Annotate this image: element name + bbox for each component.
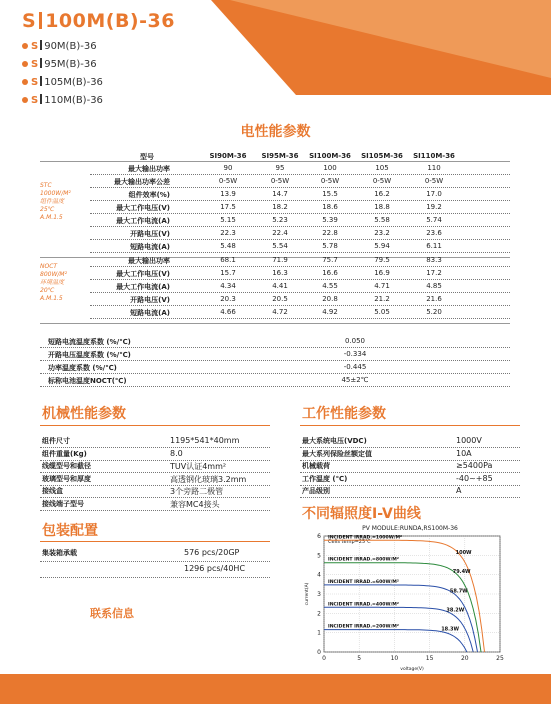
- row-label: 短路电流(A): [130, 309, 170, 317]
- packing-value: 1296 pcs/40HC: [184, 564, 246, 573]
- y-tick-label: 4: [317, 571, 321, 579]
- row-divider: [40, 561, 270, 562]
- table-cell: 22.8: [322, 229, 338, 237]
- x-tick-label: 15: [425, 655, 434, 662]
- table-cell: 18.6: [322, 203, 338, 211]
- table-cell: 22.4: [272, 229, 288, 237]
- chart-annotation: Cells temp=25℃: [328, 539, 371, 545]
- condition-line: 800W/M²: [40, 271, 67, 278]
- table-cell: 5.48: [220, 242, 236, 250]
- working-title: 工作性能参数: [302, 406, 386, 422]
- row-label: 开路电压(V): [130, 296, 170, 304]
- row-divider: [40, 360, 510, 361]
- row-label: 线缆型号和截径: [42, 462, 91, 470]
- bullet-icon: [22, 79, 28, 85]
- row-label: 最大输出功率: [128, 257, 170, 265]
- table-divider: [40, 323, 510, 324]
- table-cell: 20.8: [322, 295, 338, 303]
- noct-condition: [40, 263, 67, 303]
- iv-chart: [300, 522, 520, 674]
- column-header: SⅠ95M-36: [261, 152, 299, 160]
- row-label: 最大工作电流(A): [116, 283, 170, 291]
- table-cell: 17.2: [426, 269, 442, 277]
- row-label: 组件效率(%): [128, 191, 170, 199]
- column-header: SⅠ105M-36: [361, 152, 403, 160]
- table-cell: 4.34: [220, 282, 236, 290]
- row-divider: [300, 497, 520, 498]
- table-cell: 22.3: [220, 229, 236, 237]
- y-tick-label: 3: [317, 591, 321, 598]
- table-cell: 0.050: [344, 337, 366, 345]
- condition-line: NOCT: [40, 263, 58, 270]
- table-cell: 20.5: [272, 295, 288, 303]
- table-cell: 4.41: [272, 282, 288, 290]
- table-cell: 23.6: [426, 229, 442, 237]
- table-cell: 16.9: [374, 269, 390, 277]
- table-cell: 兼容MC4接头: [170, 499, 220, 509]
- table-cell: 1195*541*40mm: [170, 436, 240, 445]
- condition-line: A.M.1.5: [40, 295, 63, 302]
- table-cell: 79.5: [374, 256, 390, 264]
- table-cell: 0-5W: [270, 177, 290, 185]
- row-divider: [90, 252, 510, 253]
- packing-title: 包装配置: [42, 523, 98, 539]
- table-cell: 0-5W: [320, 177, 340, 185]
- row-divider: [90, 226, 510, 227]
- row-label: 短路电流(A): [130, 243, 170, 251]
- table-cell: 5.20: [426, 308, 442, 316]
- row-divider: [90, 200, 510, 201]
- y-tick-label: 2: [317, 610, 321, 618]
- table-cell: TUV认证4mm²: [170, 462, 227, 471]
- table-cell: 17.0: [426, 190, 442, 198]
- electrical-title: 电性能参数: [240, 124, 311, 140]
- series-label: INCIDENT IRRAD.=200W/M²: [328, 624, 399, 630]
- stc-condition: [40, 182, 71, 222]
- y-tick-label: 0: [317, 649, 321, 656]
- packing-underline: [40, 541, 270, 542]
- row-label: 最大输出功率公差: [114, 178, 170, 186]
- packing-label: 集装箱承载: [42, 549, 77, 557]
- series-label: INCIDENT IRRAD.=800W/M²: [328, 557, 399, 563]
- row-divider: [40, 577, 270, 578]
- power-label: 38.2W: [446, 607, 465, 614]
- table-cell: 3个旁路二极管: [170, 487, 224, 496]
- row-label: 最大输出功率: [128, 165, 170, 173]
- row-divider: [90, 305, 510, 306]
- row-label: 标称电池温度NOCT(℃): [48, 377, 127, 385]
- row-label: 最大工作电流(A): [116, 217, 170, 225]
- row-divider: [90, 318, 510, 319]
- y-tick-label: 5: [317, 552, 321, 560]
- row-divider: [90, 187, 510, 188]
- table-cell: 15.5: [322, 190, 338, 198]
- mechanical-title: 机械性能参数: [42, 406, 126, 422]
- power-label: 100W: [455, 549, 472, 556]
- row-label: 工作温度 (℃): [302, 474, 348, 483]
- model-title: S 100M(B)-36: [22, 10, 175, 32]
- table-cell: 21.6: [426, 295, 442, 303]
- table-cell: 5.23: [272, 216, 288, 224]
- contact-label: 联系信息: [90, 607, 134, 620]
- chart-title: PV MODULE:RUNDA,RS100M-36: [362, 525, 458, 532]
- table-cell: 16.3: [272, 269, 288, 277]
- table-cell: 4.55: [322, 282, 338, 290]
- row-divider: [90, 213, 510, 214]
- condition-line: 1000W/M²: [40, 190, 71, 197]
- table-cell: 5.78: [322, 242, 338, 250]
- table-cell: 83.3: [426, 256, 442, 264]
- row-label: 组件重量(Kg): [42, 449, 87, 458]
- bullet-icon: [22, 97, 28, 103]
- variant-item: S 110M(B)-36: [22, 94, 103, 106]
- variant-item: S 105M(B)-36: [22, 76, 103, 88]
- table-cell: 5.39: [322, 216, 338, 224]
- table-cell: 75.7: [322, 256, 338, 264]
- table-cell: 4.71: [374, 282, 390, 290]
- row-divider: [40, 510, 270, 511]
- table-cell: 5.54: [272, 242, 288, 250]
- table-cell: 19.2: [426, 203, 442, 211]
- row-label: 机械载荷: [302, 462, 330, 470]
- table-cell: 5.05: [374, 308, 390, 316]
- condition-line: 环境温度: [40, 279, 65, 286]
- table-cell: 5.94: [374, 242, 390, 250]
- table-cell: 17.5: [220, 203, 236, 211]
- table-cell: 110: [427, 164, 441, 172]
- bullet-icon: [22, 61, 28, 67]
- y-axis-label: current(A): [305, 582, 310, 606]
- table-cell: 100: [323, 164, 337, 172]
- table-cell: 90: [223, 164, 233, 172]
- table-divider: [40, 161, 510, 162]
- table-cell: 18.2: [272, 203, 288, 211]
- row-divider: [40, 373, 510, 374]
- table-cell: 71.9: [272, 256, 288, 264]
- condition-line: STC: [40, 182, 52, 189]
- table-cell: 16.6: [322, 269, 338, 277]
- x-axis-label: voltage(V): [400, 667, 424, 672]
- x-tick-label: 10: [390, 655, 399, 662]
- series-label: INCIDENT IRRAD.=400W/M²: [328, 602, 399, 608]
- power-label: 58.7W: [449, 588, 468, 595]
- condition-line: 20℃: [40, 287, 55, 294]
- table-cell: 4.66: [220, 308, 236, 316]
- table-cell: -40~+85: [456, 473, 493, 483]
- table-cell: -0.334: [343, 350, 367, 358]
- table-cell: 8.0: [170, 448, 183, 458]
- table-cell: 45±2℃: [341, 376, 369, 384]
- table-cell: 5.15: [220, 216, 236, 224]
- row-label: 最大系列保险丝额定值: [302, 449, 372, 458]
- table-cell: 14.7: [272, 190, 288, 198]
- table-cell: A: [456, 486, 462, 495]
- series-label: INCIDENT IRRAD.=1000W/M²: [328, 535, 403, 541]
- table-cell: 95: [275, 164, 285, 172]
- table-cell: 1000V: [456, 436, 482, 445]
- x-tick-label: 20: [460, 655, 469, 662]
- row-divider: [90, 174, 510, 175]
- x-tick-label: 25: [496, 655, 504, 662]
- row-label: 最大系统电压(VDC): [302, 437, 367, 445]
- table-cell: 15.7: [220, 269, 236, 277]
- bullet-icon: [22, 43, 28, 49]
- iv-curve: [324, 585, 478, 652]
- variant-item: S 90M(B)-36: [22, 40, 97, 52]
- row-divider: [90, 292, 510, 293]
- row-label: 接线盒: [42, 487, 63, 495]
- power-label: 18.3W: [441, 626, 460, 633]
- working-underline: [300, 425, 520, 426]
- condition-line: 25℃: [40, 206, 55, 213]
- row-label: 玻璃型号和厚度: [42, 474, 91, 483]
- condition-line: A.M.1.5: [40, 214, 63, 221]
- y-tick-label: 1: [317, 629, 321, 637]
- table-cell: 23.2: [374, 229, 390, 237]
- series-label: INCIDENT IRRAD.=600W/M²: [328, 579, 399, 585]
- row-divider: [40, 386, 510, 387]
- row-label: 产品级别: [302, 487, 330, 495]
- iv-curve: [324, 630, 467, 652]
- packing-value: 576 pcs/20GP: [184, 548, 240, 557]
- table-cell: 0-5W: [372, 177, 392, 185]
- row-divider: [40, 485, 270, 486]
- table-cell: 4.85: [426, 282, 442, 290]
- table-cell: ≥5400Pa: [456, 461, 493, 470]
- table-cell: -0.445: [343, 363, 367, 371]
- table-cell: 10A: [456, 448, 472, 458]
- row-label: 最大工作电压(V): [116, 270, 170, 278]
- row-label: 组件尺寸: [42, 437, 70, 445]
- row-label: 开路电压温度系数 (%/℃): [48, 351, 131, 359]
- row-label: 短路电流温度系数 (%/℃): [48, 338, 131, 346]
- row-label: 开路电压(V): [130, 230, 170, 238]
- condition-line: 组件温度: [40, 198, 65, 205]
- table-cell: 18.8: [374, 203, 390, 211]
- row-divider: [90, 279, 510, 280]
- table-cell: 20.3: [220, 295, 236, 303]
- iv-title: 不同辐照度I-V曲线: [302, 506, 421, 522]
- row-divider: [90, 239, 510, 240]
- column-header: 型号: [140, 153, 154, 161]
- table-cell: 0-5W: [218, 177, 238, 185]
- row-label: 接线端子型号: [42, 499, 84, 508]
- variant-item: S 95M(B)-36: [22, 58, 97, 70]
- row-label: 功率温度系数 (%/℃): [48, 364, 117, 372]
- x-tick-label: 0: [322, 655, 326, 662]
- column-header: SⅠ100M-36: [309, 152, 351, 160]
- table-cell: 高透钢化玻璃3.2mm: [170, 474, 247, 484]
- table-cell: 0-5W: [424, 177, 444, 185]
- column-header: SⅠ110M-36: [413, 152, 455, 160]
- table-cell: 21.2: [374, 295, 390, 303]
- row-label: 最大工作电压(V): [116, 204, 170, 212]
- table-cell: 5.58: [374, 216, 390, 224]
- y-tick-label: 6: [317, 533, 321, 540]
- table-cell: 5.74: [426, 216, 442, 224]
- table-cell: 4.72: [272, 308, 288, 316]
- mechanical-underline: [40, 425, 270, 426]
- power-label: 79.4W: [452, 569, 471, 576]
- row-divider: [300, 485, 520, 486]
- table-cell: 4.92: [322, 308, 338, 316]
- x-tick-label: 5: [357, 655, 362, 662]
- table-cell: 13.9: [220, 190, 236, 198]
- row-divider: [40, 347, 510, 348]
- table-cell: 68.1: [220, 256, 236, 264]
- table-cell: 6.11: [426, 242, 442, 250]
- table-cell: 16.2: [374, 190, 390, 198]
- row-divider: [90, 266, 510, 267]
- column-header: SⅠ90M-36: [209, 152, 247, 160]
- table-cell: 105: [375, 164, 389, 172]
